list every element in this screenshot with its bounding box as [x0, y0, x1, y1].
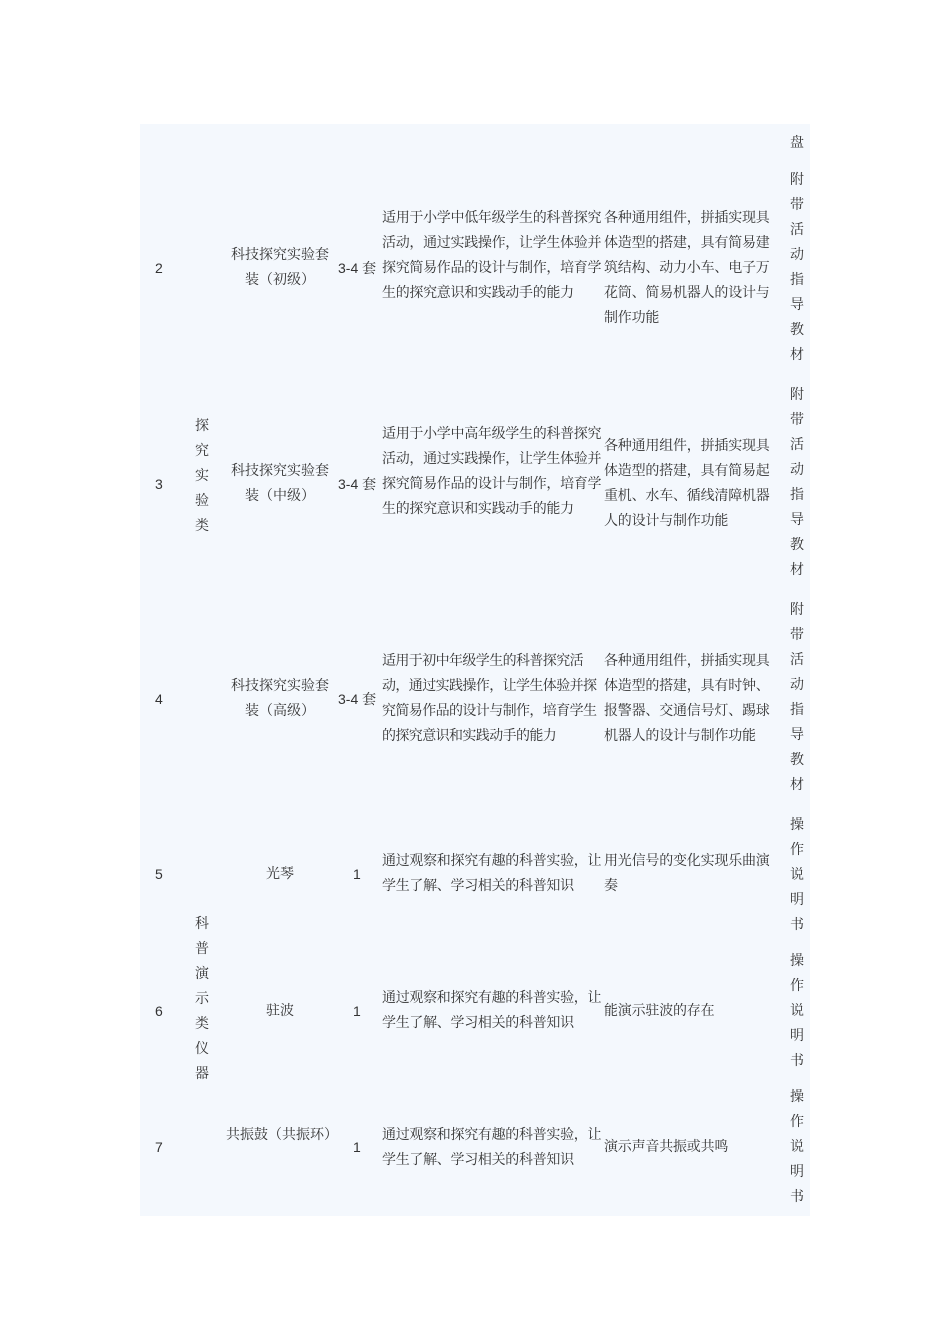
- row-number: 5: [155, 866, 163, 882]
- item-quantity: 3-4 套: [338, 691, 377, 707]
- item-function: 各种通用组件，拼插实现具体造型的搭建，具有简易起重机、水车、循线清障机器人的设计与制作功能: [604, 438, 770, 529]
- item-name: 科技探究实验套装（高级）: [231, 678, 329, 719]
- item-description: 适用于初中年级学生的科普探究活动，通过实践操作，让学生体验并探究简易作品的设计与制作，培育学生的探究意识和实践动手的能力: [382, 653, 597, 744]
- item-description: 适用于小学中低年级学生的科普探究活动，通过实践操作，让学生体验并探究简易作品的设计与制作，培育学生的探究意识和实践动手的能力: [382, 210, 602, 301]
- item-name: 科技探究实验套装（中级）: [231, 463, 329, 504]
- item-function: 各种通用组件，拼插实现具体造型的搭建，具有时钟、报警器、交通信号灯、踢球机器人的设计与制作功能: [604, 653, 770, 744]
- item-function: 演示声音共振或共鸣: [604, 1139, 729, 1155]
- item-note: 附带活动指导教材: [790, 172, 804, 363]
- row-number: 6: [155, 1003, 163, 1019]
- category-explore-experiment: 探究实验类: [195, 418, 209, 534]
- row-number: 7: [155, 1139, 163, 1155]
- item-function: 用光信号的变化实现乐曲演奏: [604, 853, 770, 894]
- item-name: 光琴: [266, 866, 294, 882]
- item-description: 通过观察和探究有趣的科普实验，让学生了解、学习相关的科普知识: [382, 990, 602, 1031]
- item-note: 操作说明书: [790, 817, 804, 933]
- item-note: 附带活动指导教材: [790, 387, 804, 578]
- item-note: 附带活动指导教材: [790, 602, 804, 793]
- item-quantity: 1: [353, 1139, 361, 1155]
- note-cell-carryover: 盘: [790, 135, 804, 151]
- row-number: 2: [155, 260, 163, 276]
- item-function: 能演示驻波的存在: [604, 1003, 715, 1019]
- row-number: 4: [155, 691, 163, 707]
- item-quantity: 1: [353, 866, 361, 882]
- row-number: 3: [155, 476, 163, 492]
- item-quantity: 3-4 套: [338, 476, 377, 492]
- item-name: 共振鼓（共振环）: [226, 1127, 338, 1143]
- item-description: 适用于小学中高年级学生的科普探究活动，通过实践操作，让学生体验并探究简易作品的设计与制作，培育学生的探究意识和实践动手的能力: [382, 426, 602, 517]
- item-name: 科技探究实验套装（初级）: [231, 247, 329, 288]
- item-function: 各种通用组件，拼插实现具体造型的搭建，具有简易建筑结构、动力小车、电子万花筒、简易机器人的设计与制作功能: [604, 210, 770, 326]
- item-note: 操作说明书: [790, 1089, 804, 1205]
- item-description: 通过观察和探究有趣的科普实验，让学生了解、学习相关的科普知识: [382, 853, 602, 894]
- item-name: 驻波: [266, 1003, 294, 1019]
- item-quantity: 3-4 套: [338, 260, 377, 276]
- item-description: 通过观察和探究有趣的科普实验，让学生了解、学习相关的科普知识: [382, 1127, 602, 1168]
- category-science-demo-instrument: 科普演示类仪器: [195, 916, 209, 1082]
- item-note: 操作说明书: [790, 953, 804, 1069]
- item-quantity: 1: [353, 1003, 361, 1019]
